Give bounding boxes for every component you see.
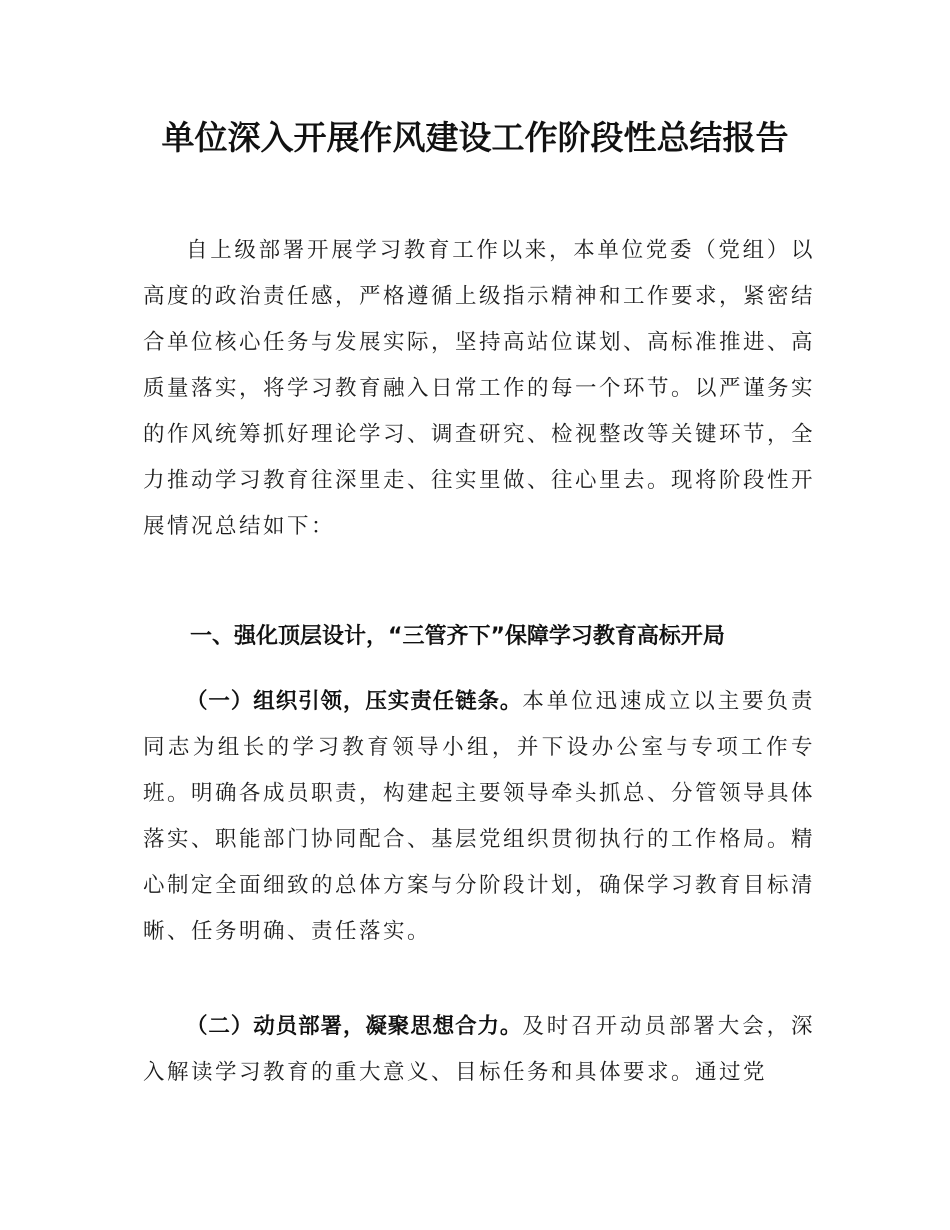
subsection-paragraph-2: [143, 1004, 815, 1096]
subsection-paragraph-1: [143, 679, 815, 955]
document-title: 单位深入开展作风建设工作阶段性总结报告: [161, 118, 789, 157]
subsection-text-2: 及时召开动员部署大会，深入解读学习教育的重大意义、目标任务和具体要求。通过党: [143, 1014, 815, 1085]
section-heading-1: 一、强化顶层设计，“三管齐下”保障学习教育高标开局: [190, 624, 725, 649]
subsection-lead-2: （二）动员部署，凝聚思想合力。: [186, 1014, 523, 1039]
subsection-text-1: 本单位迅速成立以主要负责同志为组长的学习教育领导小组，并下设办公室与专项工作专班。明确各成员职责，构建起主要领导牵头抓总、分管领导具体落实、职能部门协同配合、基层党组织贯彻执行的工作格局。精心制定全面细致的总体方案与分阶段计划，确保学习教育目标清晰、任务明确、责任落实。: [143, 689, 816, 944]
subsection-lead-1: （一）组织引领，压实责任链条。: [186, 689, 523, 714]
intro-paragraph: 自上级部署开展学习教育工作以来，本单位党委（党组）以高度的政治责任感，严格遵循上级指示精神和工作要求，紧密结合单位核心任务与发展实际，坚持高站位谋划、高标准推进、高质量落实，将学习教育融入日常工作的每一个环节。以严谨务实的作风统筹抓好理论学习、调查研究、检视整改等关键环节，全力推动学习教育往深里走、往实里做、往心里去。现将阶段性开展情况总结如下：: [143, 238, 816, 539]
